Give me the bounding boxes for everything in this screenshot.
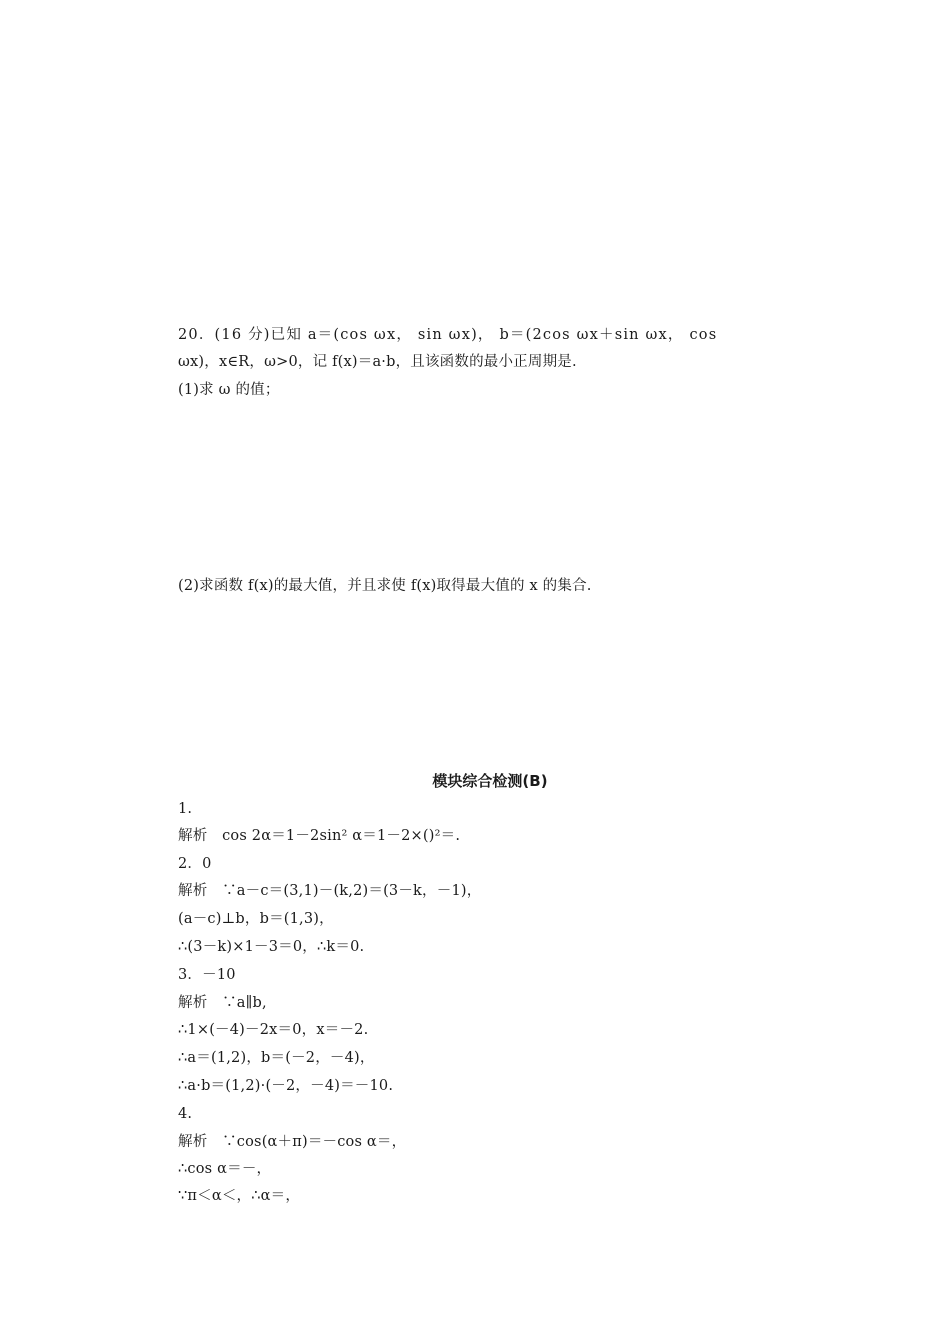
answer-line: (a－c)⊥b，b＝(1,3)，: [178, 911, 334, 927]
question-20-part-2: (2)求函数 f(x)的最大值，并且求使 f(x)取得最大值的 x 的集合.: [178, 578, 592, 594]
answer-line: ∴a·b＝(1,2)·(－2，－4)＝－10.: [178, 1078, 394, 1094]
answer-line: 3．－10: [178, 967, 236, 983]
answer-line: ∴a＝(1,2)，b＝(－2，－4)，: [178, 1050, 375, 1066]
answer-line: 解析 ∵cos(α＋π)＝－cos α＝，: [178, 1134, 407, 1150]
section-title: 模块综合检测(B): [432, 772, 548, 790]
answer-line: 1.: [178, 801, 193, 817]
answer-line: 解析 ∵a∥b,: [178, 995, 267, 1011]
answer-line: 解析 ∵a－c＝(3,1)－(k,2)＝(3－k，－1)，: [178, 883, 482, 899]
answer-line: ∴1×(－4)－2x＝0，x＝－2.: [178, 1022, 369, 1038]
question-20-line-2: ωx)，x∈R，ω>0，记 f(x)＝a·b，且该函数的最小正周期是.: [178, 354, 577, 370]
answer-line: ∴cos α＝－，: [178, 1161, 272, 1177]
answer-line: ∴(3－k)×1－3＝0，∴k＝0.: [178, 939, 365, 955]
question-20-part-1: (1)求 ω 的值；: [178, 382, 280, 398]
answer-line: ∵π＜α＜，∴α＝，: [178, 1188, 301, 1204]
question-20-line-1: 20．(16 分)已知 a＝(cos ωx， sin ωx)， b＝(2cos ωx＋sin ωx， cos: [178, 327, 718, 343]
answer-line: 2．0: [178, 856, 212, 872]
answer-line: 解析 cos 2α＝1－2sin² α＝1－2×()²＝.: [178, 828, 461, 844]
answer-line: 4.: [178, 1106, 193, 1122]
